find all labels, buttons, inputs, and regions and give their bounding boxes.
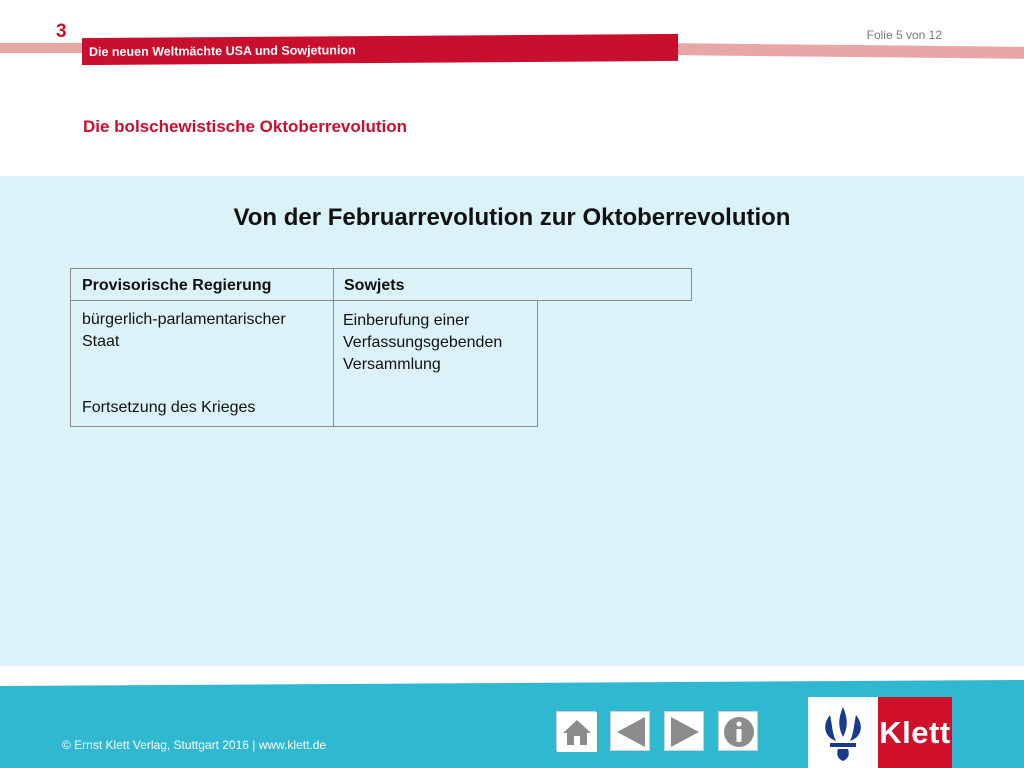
cell-text-line: Versammlung	[343, 356, 441, 373]
klett-lily-icon	[808, 697, 878, 768]
cell-text-line: Einberufung einer	[343, 312, 470, 329]
slide-title: Von der Februarrevolution zur Oktoberrevolution	[233, 204, 791, 231]
slide-counter: Folie 5 von 12	[866, 28, 942, 42]
cell-text-line: Fortsetzung des Krieges	[82, 399, 256, 416]
cell-text-line: Staat	[82, 333, 120, 350]
header-accent-left	[0, 43, 82, 53]
header-accent-right	[676, 43, 1024, 59]
table-header-soviets: Sowjets	[344, 277, 405, 294]
table-cell-provisional-government	[70, 300, 334, 427]
copyright: © Ernst Klett Verlag, Stuttgart 2016 | www.klett.de	[62, 738, 327, 752]
info-icon	[719, 712, 759, 752]
footer-separator	[0, 666, 1024, 678]
arrow-left-icon	[611, 712, 651, 752]
arrow-right-icon	[665, 712, 705, 752]
next-slide-button[interactable]	[664, 711, 704, 751]
header-banner: Die neuen Weltmächte USA und Sowjetunion	[82, 34, 678, 65]
info-button[interactable]	[718, 711, 758, 751]
table-header-divider	[333, 269, 334, 300]
previous-slide-button[interactable]	[610, 711, 650, 751]
chapter-number: 3	[56, 21, 67, 42]
home-button[interactable]	[556, 711, 596, 751]
table-header-row	[70, 268, 692, 301]
klett-logo	[808, 697, 952, 768]
cell-text-line: Verfassungsgebenden	[343, 334, 503, 351]
table-cell-soviets	[333, 300, 538, 427]
section-title: Die bolschewistische Oktoberrevolution	[83, 117, 408, 136]
home-icon	[557, 712, 597, 752]
klett-logo-text: Klett	[878, 697, 952, 768]
table-header-provisional-government: Provisorische Regierung	[82, 277, 272, 294]
cell-text-line: bürgerlich-parlamentarischer	[82, 311, 286, 328]
